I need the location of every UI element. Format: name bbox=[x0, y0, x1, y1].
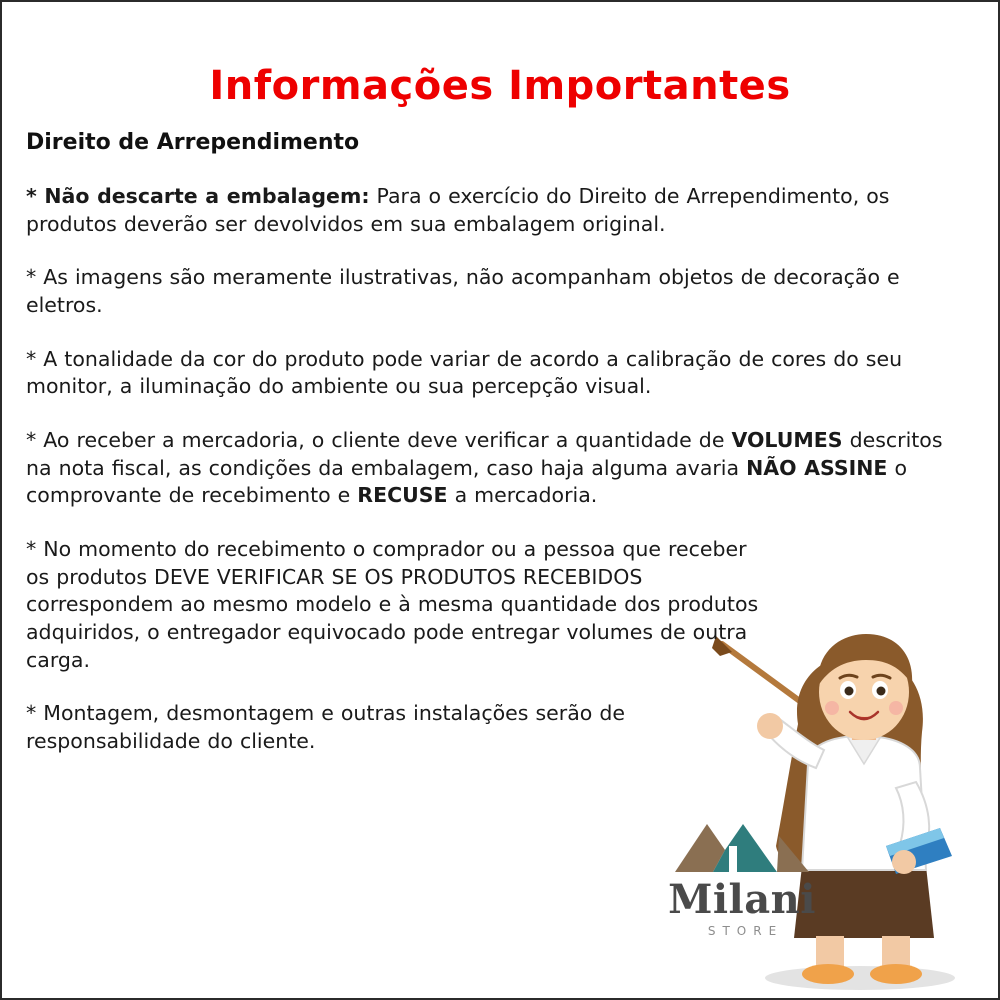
page-title: Informações Importantes bbox=[209, 63, 791, 109]
brand-logo bbox=[642, 816, 842, 938]
segment-text: descritos na nota fiscal, as condições da embalagem, caso haja alguma avaria bbox=[26, 428, 943, 480]
document-body bbox=[26, 183, 974, 756]
paragraph-tonalidade-cor: * A tonalidade da cor do produto pode variar de acordo a calibração de cores do seu monitor, a iluminação do ambiente ou sua percepção visual. bbox=[26, 346, 903, 399]
segment-text: a mercadoria. bbox=[447, 483, 598, 508]
mountain-roof-icon bbox=[667, 816, 817, 878]
segment-text: o comprovante de recebimento e bbox=[26, 455, 907, 508]
paragraph-lead-bold: * Não descarte a embalagem: bbox=[26, 184, 370, 208]
segment-recuse: RECUSE bbox=[357, 483, 448, 508]
segment-text: * Ao receber a mercadoria, o cliente deve verificar a quantidade de bbox=[26, 428, 732, 453]
logo-tagline: STORE bbox=[707, 924, 784, 938]
paragraph-verificar-volumes bbox=[26, 427, 974, 510]
paragraph-nao-descarte bbox=[26, 183, 974, 238]
paragraph-imagens-ilustrativas: * As imagens são meramente ilustrativas, não acompanham objetos de decoração e eletros. bbox=[26, 265, 900, 318]
paragraph-momento-recebimento: * No momento do recebimento o comprador ou a pessoa que receber os produtos DEVE VERIFICAR SE OS PRODUTOS RECEBIDOS correspondem ao mesmo modelo e à mesma quantidade dos produtos adquiridos, o entregador equivocado pode entregar volumes de outra carga. bbox=[26, 537, 759, 672]
segment-nao-assine: NÃO ASSINE bbox=[746, 455, 888, 480]
paragraph-montagem: * Montagem, desmontagem e outras instalações serão de responsabilidade do cliente. bbox=[26, 701, 625, 754]
section-subtitle: Direito de Arrependimento bbox=[26, 130, 360, 155]
logo-name: Milani bbox=[668, 876, 816, 923]
segment-volumes: VOLUMES bbox=[731, 428, 843, 453]
paragraph-text: Para o exercício do Direito de Arrependimento, os produtos deverão ser devolvidos em sua embalagem original. bbox=[26, 184, 890, 236]
